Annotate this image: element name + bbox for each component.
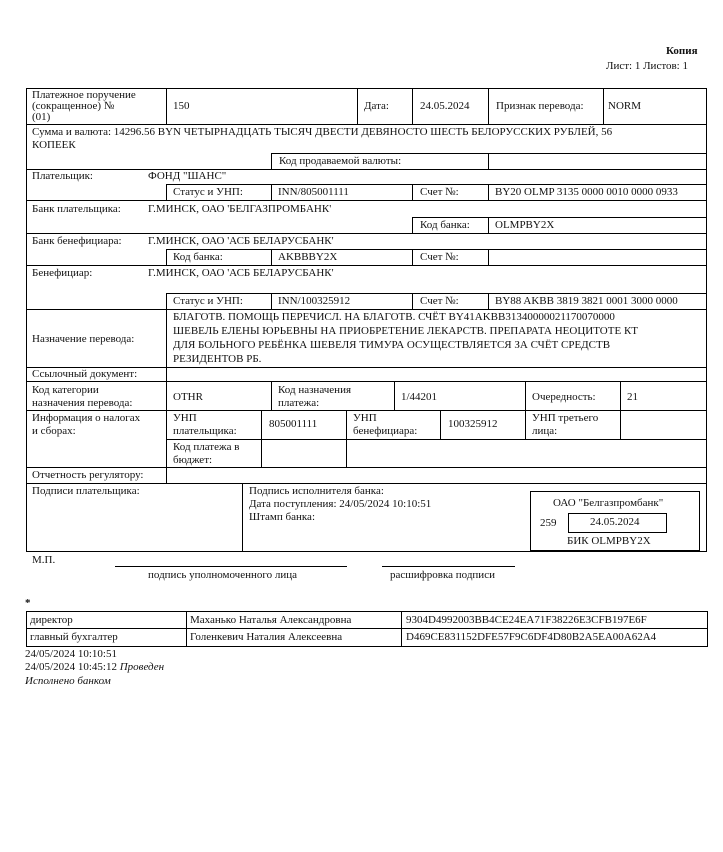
copy-label: Копия (666, 45, 698, 57)
signer-role: главный бухгалтер (30, 631, 118, 643)
payer-bank-code-label: Код банка: (420, 219, 470, 231)
date-label: Дата: (364, 100, 389, 112)
stamp-bic: БИК OLMPBY2X (567, 535, 651, 547)
budget-code-label-line1: Код платежа в (173, 441, 240, 453)
benef-bank-code-label: Код банка: (173, 251, 223, 263)
unp-benef-value: 100325912 (448, 418, 498, 430)
transfer-sign-value: NORM (608, 100, 642, 112)
sold-currency-label: Код продаваемой валюты: (279, 155, 402, 167)
signer-hash: 9304D4992003BB4CE24EA71F38226E3CFB197E6F (406, 614, 647, 626)
purpose-line3: ДЛЯ БОЛЬНОГО РЕБЁНКА ШЕВЕЛЯ ТИМУРА ОСУЩЕСТВЛЯЕТСЯ ЗА СЧЁТ СРЕДСТВ (173, 339, 611, 351)
bank-stamp-label: Штамп банка: (249, 511, 315, 523)
benef-bank-value: Г.МИНСК, ОАО 'АСБ БЕЛАРУСБАНК' (148, 235, 334, 247)
unp-payer-label-line1: УНП (173, 412, 197, 424)
benef-bank-account-label: Счет №: (420, 251, 459, 263)
category-label-line2: назначения перевода: (32, 397, 133, 409)
transfer-sign-label: Признак перевода: (496, 100, 584, 112)
signer-hash: D469CE831152DFE57F9C6DF4D80B2A5EA00A62A4 (406, 631, 657, 643)
payer-account-label: Счет №: (420, 186, 459, 198)
bank-executor-signature: Подпись исполнителя банка: (249, 485, 384, 497)
benef-bank-label: Банк бенефициара: (32, 235, 122, 247)
payment-purpose-code-label-line1: Код назначения (278, 384, 352, 396)
signer-role: директор (30, 614, 73, 626)
order-number: 150 (173, 100, 190, 112)
amount-line1: Сумма и валюта: 14296.56 BYN ЧЕТЫРНАДЦАТЬ ТЫСЯЧ ДВЕСТИ ДЕВЯНОСТО ШЕСТЬ БЕЛОРУССКИХ РУБЛЕЙ, 56 (32, 126, 613, 138)
unp-benef-label-line2: бенефициара: (353, 425, 418, 437)
signature-decode-caption: расшифровка подписи (390, 569, 495, 581)
payer-status-label: Статус и УНП: (173, 186, 243, 198)
stamp-date: 24.05.2024 (590, 516, 640, 528)
stamp-number: 259 (540, 517, 557, 529)
order-label-line1: Платежное поручение (32, 89, 136, 101)
signer-name: Маханько Наталья Александровна (190, 614, 352, 626)
benef-account-label: Счет №: (420, 295, 459, 307)
signer-name: Голенкевич Наталия Алексеевна (190, 631, 343, 643)
unp-payer-label-line2: плательщика: (173, 425, 237, 437)
stamp-bank-name: ОАО "Белгазпромбанк" (553, 497, 664, 509)
mp-label: М.П. (32, 554, 56, 566)
footer-status-2: Проведен (119, 661, 165, 673)
category-value: OTHR (173, 391, 203, 403)
beneficiary-value: Г.МИНСК, ОАО 'АСБ БЕЛАРУСБАНК' (148, 267, 334, 279)
beneficiary-label: Бенефициар: (32, 267, 93, 279)
asterisk: * (25, 597, 31, 609)
payer-status-value: INN/805001111 (278, 186, 349, 198)
sheet-info: Лист: 1 Листов: 1 (606, 60, 688, 72)
unp-benef-label-line1: УНП (353, 412, 377, 424)
purpose-label: Назначение перевода: (32, 333, 135, 345)
amount-line2: КОПЕЕК (32, 139, 76, 151)
footer-time-1: 24/05/2024 10:10:51 (25, 648, 117, 660)
unp-third-label-line1: УНП третьего (532, 412, 599, 424)
order-label-line2: (сокращенное) № (32, 100, 115, 112)
payment-purpose-code-label-line2: платежа: (278, 397, 320, 409)
purpose-line4: РЕЗИДЕНТОВ РБ. (173, 353, 262, 365)
benef-status-label: Статус и УНП: (173, 295, 243, 307)
regulator-report-label: Отчетность регулятору: (32, 469, 144, 481)
benef-account-value: BY88 AKBB 3819 3821 0001 3000 0000 (495, 295, 678, 307)
benef-bank-code-value: AKBBBY2X (278, 251, 338, 263)
footer-time-2: 24/05/2024 10:45:12 (25, 661, 117, 673)
payer-bank-code-value: OLMPBY2X (495, 219, 555, 231)
receipt-date: Дата поступления: 24/05/2024 10:10:51 (249, 498, 432, 510)
purpose-line1: БЛАГОТВ. ПОМОЩЬ ПЕРЕЧИСЛ. НА БЛАГОТВ. СЧЁТ BY41AKBB31340000021170070000 (173, 311, 615, 323)
priority-value: 21 (627, 391, 638, 403)
footer-executed: Исполнено банком (25, 675, 111, 687)
payer-value: ФОНД "ШАНС" (148, 170, 227, 182)
unp-third-label-line2: лица: (532, 425, 558, 437)
payer-signatures-label: Подписи плательщика: (32, 485, 140, 497)
payer-account-value: BY20 OLMP 3135 0000 0010 0000 0933 (495, 186, 678, 198)
authorized-signature-caption: подпись уполномоченного лица (148, 569, 297, 581)
benef-status-value: INN/100325912 (278, 295, 351, 307)
payer-label: Плательщик: (32, 170, 93, 182)
reference-doc-label: Ссылочный документ: (32, 368, 138, 380)
unp-payer-value: 805001111 (269, 418, 318, 430)
purpose-line2: ШЕВЕЛЬ ЕЛЕНЫ ЮРЬЕВНЫ НА ПРИОБРЕТЕНИЕ ЛЕКАРСТВ. ПРЕПАРАТА НЕОЦИТОТЕ КТ (173, 325, 638, 337)
category-label-line1: Код категории (32, 384, 99, 396)
order-label-line3: (01) (32, 111, 51, 123)
date-value: 24.05.2024 (420, 100, 470, 112)
tax-info-label-line1: Информация о налогах (32, 412, 141, 424)
budget-code-label-line2: бюджет: (173, 454, 213, 466)
payment-purpose-code-value: 1/44201 (401, 391, 438, 403)
footer-line-2 (25, 661, 164, 674)
tax-info-label-line2: и сборах: (32, 425, 76, 437)
payer-bank-label: Банк плательщика: (32, 203, 121, 215)
payer-bank-value: Г.МИНСК, ОАО 'БЕЛГАЗПРОМБАНК' (148, 203, 332, 215)
priority-label: Очередность: (532, 391, 596, 403)
